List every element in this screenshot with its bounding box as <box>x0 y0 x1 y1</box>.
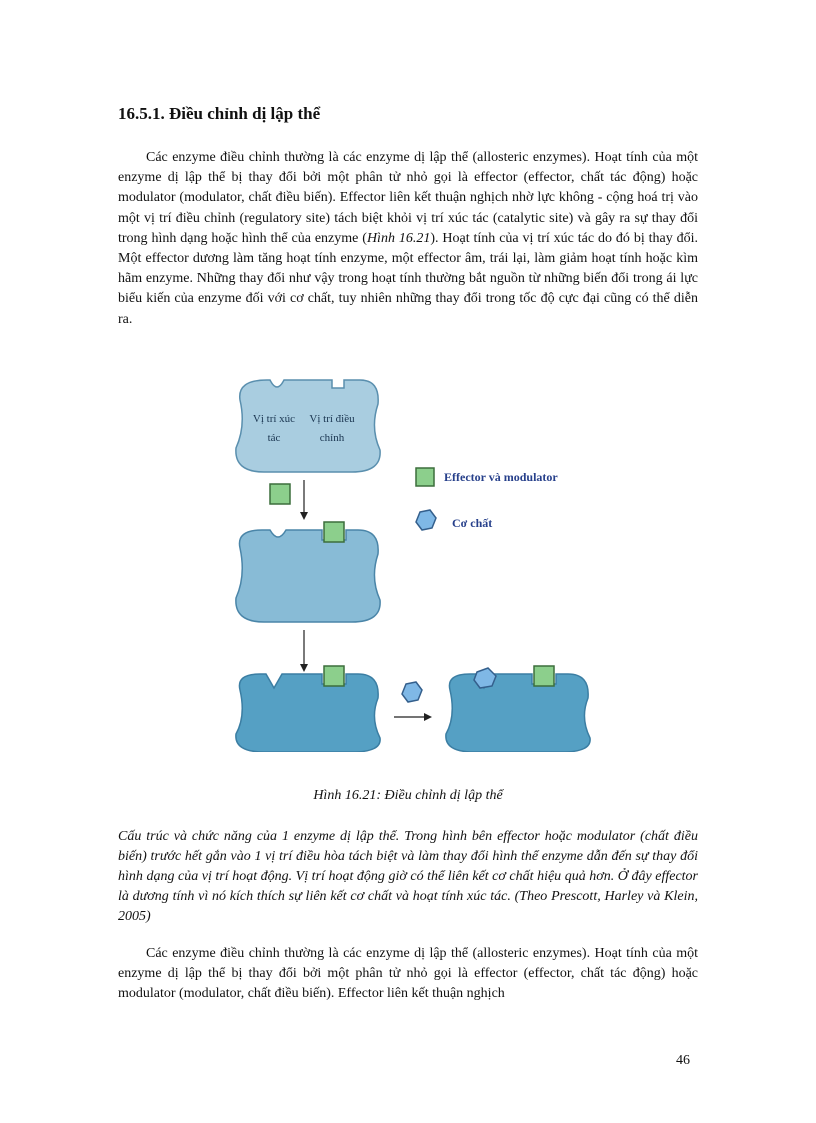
enzyme-initial <box>236 380 380 472</box>
legend-effector-icon <box>416 468 434 486</box>
enzyme-substrate-bound <box>446 674 590 752</box>
arrowhead-2 <box>300 664 308 672</box>
paragraph-1-text-cont: ). Hoạt tính của vị trí xúc tác do đó bị thay đổi. Một effector dương làm tăng hoạt tính enzyme, một effector âm, trái lại, làm giảm hoạt tính hoặc kìm hãm enzyme. Những thay đổi như vậy trong hoạt tính thường bắt nguồn từ những biến đổi trong ái lực biểu kiến của enzyme đối với cơ chất, tuy nhiên những thay đổi trong tốc độ cực đại cũng có thể diễn ra. <box>118 230 699 327</box>
bound-effector-2 <box>324 666 344 686</box>
bound-effector-3 <box>534 666 554 686</box>
allosteric-regulation-figure <box>222 372 602 752</box>
figure-reference: Hình 16.21 <box>366 230 431 246</box>
label-catalytic-site-2: tác <box>267 432 281 444</box>
figure-description: Cấu trúc và chức năng của 1 enzyme dị lập thể. Trong hình bên effector hoặc modulator (chất điều biến) trước hết gắn vào 1 vị trí điều hòa tách biệt và làm thay đổi hình thể enzyme dẫn đến sự thay đổi hình dạng của vị trí hoạt động. Vị trí hoạt động giờ có thể liên kết cơ chất hiệu quả hơn. Ở đây effector là dương tính vì nó kích thích sự liên kết cơ chất và hoạt tính xúc tác. (Theo Prescott, Harley và Klein, 2005) <box>118 829 698 924</box>
enzyme-active-site-changed <box>236 674 380 752</box>
section-heading: 16.5.1. Điều chỉnh dị lập thể <box>118 104 321 123</box>
page-number: 46 <box>676 1053 690 1068</box>
enzyme-effector-bound <box>236 530 380 622</box>
free-substrate <box>402 682 422 702</box>
label-regulatory-site-1: Vị trí điều <box>309 413 355 425</box>
legend-substrate-label: Cơ chất <box>452 516 493 530</box>
bound-effector-1 <box>324 522 344 542</box>
paragraph-2: Các enzyme điều chỉnh thường là các enzyme dị lập thể (allosteric enzymes). Hoạt tính của một enzyme dị lập thể bị thay đổi bởi một phân tử nhỏ gọi là effector (effector, chất tác động) hoặc modulator (modulator, chất điều biến). Effector liên kết thuận nghịch <box>118 946 698 1002</box>
label-regulatory-site-2: chỉnh <box>319 432 345 444</box>
legend-substrate-icon <box>416 510 436 530</box>
label-catalytic-site-1: Vị trí xúc <box>252 413 296 425</box>
arrowhead-3 <box>424 713 432 721</box>
legend-effector-label: Effector và modulator <box>444 470 558 484</box>
arrowhead-1 <box>300 512 308 520</box>
figure-caption: Hình 16.21: Điều chỉnh dị lập thể <box>313 788 503 803</box>
paragraph-1-text: Các enzyme điều chỉnh thường là các enzyme dị lập thể (allosteric enzymes). Hoạt tính của một enzyme dị lập thể bị thay đổi bởi một phân tử nhỏ gọi là effector (effector, chất tác động) hoặc modulator (modulator, chất điều biến). Effector liên kết thuận nghịch nhờ lực không - cộng hoá trị vào một vị trí điều chỉnh (regulatory site) tách biệt khỏi vị trí xúc tác (catalytic site) và gây ra sự thay đổi trong hình dạng hoặc hình thể của enzyme ( <box>118 150 698 246</box>
free-effector <box>270 484 290 504</box>
paragraph-1 <box>118 148 698 330</box>
bound-substrate <box>474 668 496 688</box>
